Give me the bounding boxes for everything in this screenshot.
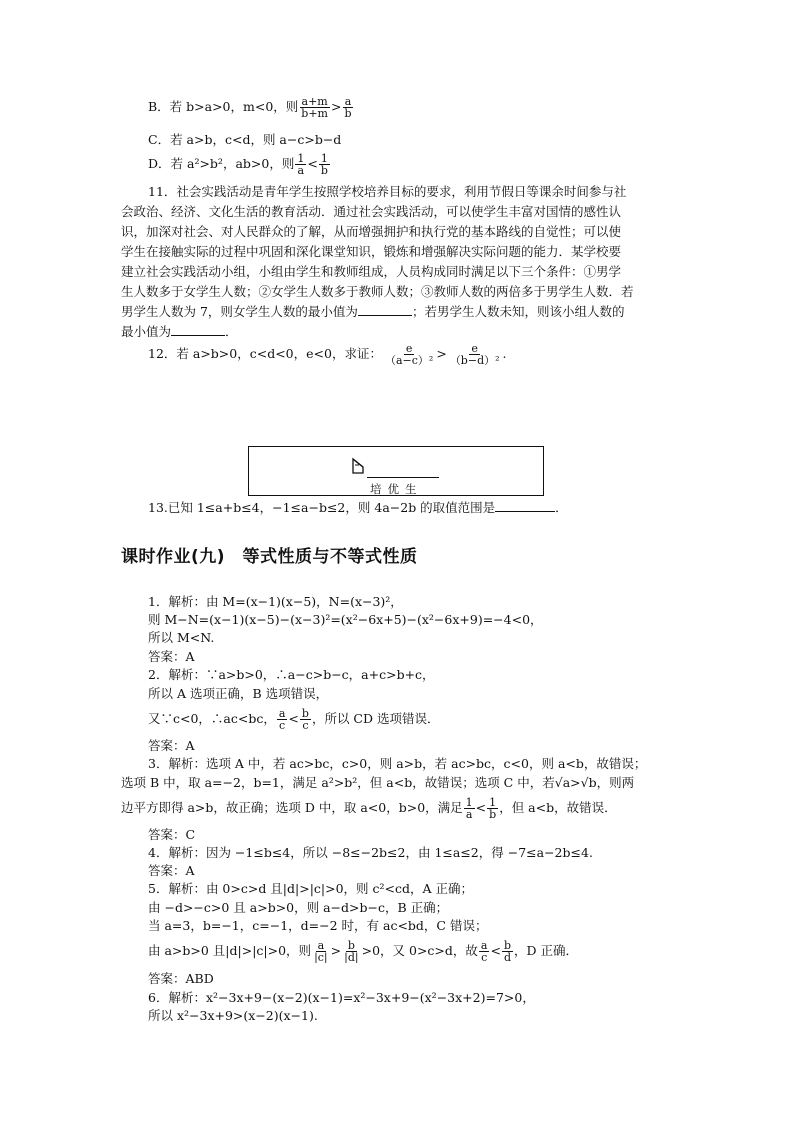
answer-2-key: 答案：A: [148, 738, 195, 753]
fraction: $\frac{1}{b}$: [489, 797, 497, 820]
option-c: C．若 a>b，c<d，则 a−c>b−d: [148, 132, 342, 147]
q12: 12．若 a>b>0，c<d<0，e<0，求证： $\frac{e}{\text{（a−c）²}}$ > $\frac{e}{\text{（b−d）²}}$ .: [148, 343, 507, 366]
fraction: $\frac{1}{b}$: [320, 153, 328, 176]
answer-blank: [171, 324, 225, 336]
answer-6-line-1: 6．解析：x²−3x+9−(x−2)(x−1)=x²−3x+9−(x²−3x+2)=7>0，: [148, 990, 535, 1005]
q11-line-1: 11．社会实践活动是青年学生按照学校培养目标的要求，利用节假日等课余时间参与社: [148, 184, 627, 199]
fraction: $\frac{e}{\text{（b−d）²}}$: [449, 343, 500, 366]
q11-line-6: 生人数多于女学生人数；②女学生人数多于教师人数；③教师人数的两倍多于男学生人数．若: [121, 284, 634, 299]
answer-4-key: 答案：A: [148, 863, 195, 878]
fraction: $\frac{b}{c}$: [301, 708, 309, 731]
answer-3-line-2: 选项 B 中，取 a=−2，b=1，满足 a²>b²，但 a<b，故错误；选项 C 中，若√a>√b，则两: [121, 775, 635, 790]
answer-2-line-1: 2．解析：∵a>b>0，∴a−c>b−c，a+c>b+c，: [148, 667, 435, 682]
q11-line-4: 学生在接触实际的过程中巩固和深化课堂知识，锻炼和增强解决实际问题的能力．某学校要: [121, 244, 622, 259]
answer-1-key: 答案：A: [148, 649, 195, 664]
section-title: 课时作业(九) 等式性质与不等式性质: [121, 547, 418, 567]
answer-5-line-4: 由 a>b>0 且|d|>|c|>0，则 $\frac{a}{|c|}$ > $\frac{b}{|d|}$ >0，又 0>c>d，故 $\frac{a}{c}$ < $\frac{b}{d}$ ，D 正确．: [148, 940, 578, 963]
fraction: $\frac{b}{d}$: [503, 940, 511, 963]
answer-blank: [358, 304, 412, 316]
q11-line-7: 男学生人数为 7，则女学生人数的最小值为 ；若男学生人数未知，则该小组人数的: [121, 304, 625, 319]
option-b-text: B．若 b>a>0，m<0，则: [148, 99, 299, 114]
fraction: $\frac{a}{|c|}$: [314, 940, 328, 963]
answer-1-line-2: 则 M−N=(x−1)(x−5)−(x−3)²=(x²−6x+5)−(x²−6x+9)=−4<0，: [148, 612, 543, 627]
answer-1-line-3: 所以 M<N.: [148, 630, 215, 645]
answer-6-line-2: 所以 x²−3x+9>(x−2)(x−1).: [148, 1008, 318, 1023]
q11-line-3: 识，加深对社会、对人民群众的了解，从而增强拥护和执行党的基本路线的自觉性；可以使: [121, 224, 622, 239]
fraction: $\frac{1}{a}$: [297, 153, 305, 176]
section-box: [248, 446, 544, 496]
fraction: $\frac{a+m}{b+m}$: [301, 96, 328, 119]
q11-line-5: 建立社会实践活动小组，小组由学生和教师组成，人员构成同时满足以下三个条件：①男学: [121, 264, 622, 279]
answer-3-key: 答案：C: [148, 827, 196, 842]
answer-5-line-3: 当 a=3，b=−1，c=−1，d=−2 时，有 ac<bd，C 错误；: [148, 918, 488, 933]
q13: 13.已知 1≤a+b≤4，−1≤a−b≤2，则 4a−2b 的取值范围是 ．: [148, 500, 568, 515]
option-b: B．若 b>a>0，m<0，则 $\frac{a+m}{b+m}$ > $\frac{a}{b}$: [148, 96, 352, 119]
q11-line-2: 会政治、经济、文化生活的教育活动．通过社会实践活动，可以使学生丰富对国情的感性认: [121, 204, 622, 219]
answer-4-line-1: 4．解析：因为 −1≤b≤4，所以 −8≤−2b≤2，由 1≤a≤2，得 −7≤a−2b≤4.: [148, 845, 593, 860]
fraction: $\frac{a}{b}$: [344, 96, 352, 119]
fraction: $\frac{e}{\text{（a−c）²}}$: [384, 343, 434, 366]
option-d: D．若 a²>b²，ab>0，则 $\frac{1}{a}$ < $\frac{1}{b}$: [148, 153, 328, 176]
box-label: 培优生: [370, 482, 423, 496]
answer-1-line-1: 1．解析：由 M=(x−1)(x−5)，N=(x−3)²，: [148, 594, 403, 609]
fraction: $\frac{a}{c}$: [278, 708, 286, 731]
box-rule: [367, 477, 439, 478]
answer-5-key: 答案：ABD: [148, 971, 214, 986]
fraction: $\frac{a}{c}$: [480, 940, 488, 963]
answer-5-line-2: 由 −d>−c>0 且 a>b>0，则 a−d>b−c，B 正确；: [148, 900, 449, 915]
answer-3-line-3: 边平方即得 a>b，故正确；选项 D 中，取 a<0，b>0，满足 $\frac{1}{a}$ < $\frac{1}{b}$ ，但 a<b，故错误．: [121, 797, 617, 820]
answer-blank: [495, 500, 555, 512]
answer-5-line-1: 5．解析：由 0>c>d 且|d|>|c|>0，则 c²<cd，A 正确；: [148, 881, 474, 896]
answer-2-line-2: 所以 A 选项正确，B 选项错误，: [148, 686, 329, 701]
fraction: $\frac{b}{|d|}$: [344, 940, 359, 963]
q11-line-8: 最小值为 ．: [121, 324, 238, 339]
answer-2-line-3: 又∵c<0，∴ac<bc， $\frac{a}{c}$ < $\frac{b}{c}$ ，所以 CD 选项错误．: [148, 708, 440, 731]
pencil-icon: [350, 457, 368, 477]
fraction: $\frac{1}{a}$: [465, 797, 473, 820]
answer-3-line-1: 3．解析：选项 A 中，若 ac>bc，c>0，则 a>b，若 ac>bc，c<0，则 a<b，故错误；: [148, 756, 647, 771]
